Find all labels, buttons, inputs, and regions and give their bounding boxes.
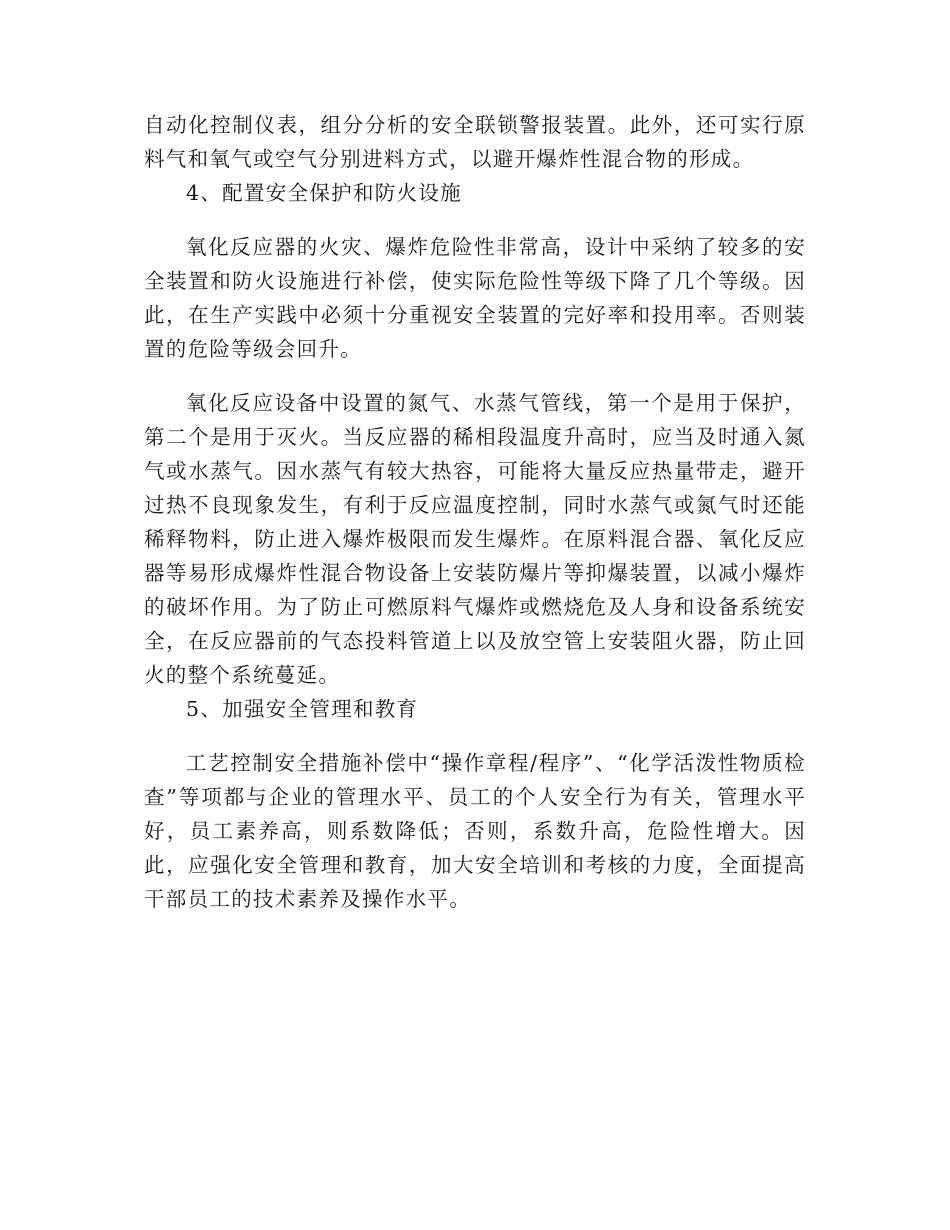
- paragraph-safety-management: 工艺控制安全措施补偿中“操作章程/程序”、“化学活泼性物质检查”等项都与企业的管理水平、员工的个人安全行为有关，管理水平好，员工素养高，则系数降低；否则，系数升高，危险性增大。因此，应强化安全管理和教育，加大安全培训和考核的力度，全面提高干部员工的技术素养及操作水平。: [144, 751, 806, 911]
- paragraph-nitrogen-steam-lines: 氧化反应设备中设置的氮气、水蒸气管线，第一个是用于保护，第二个是用于灭火。当反应器的稀相段温度升高时，应当及时通入氮气或水蒸气。因水蒸气有较大热容，可能将大量反应热量带走，避开过热不良现象发生，有利于反应温度控制，同时水蒸气或氮气时还能稀释物料，防止进入爆炸极限而发生爆炸。在原料混合器、氧化反应器等易形成爆炸性混合物设备上安装防爆片等抑爆装置，以减小爆炸的破坏作用。为了防止可燃原料气爆炸或燃烧危及人身和设备系统安全，在反应器前的气态投料管道上以及放空管上安装阻火器，防止回火的整个系统蔓延。: [144, 391, 806, 687]
- paragraph-continuation: 自动化控制仪表，组分分析的安全联锁警报装置。此外，还可实行原料气和氧气或空气分别进料方式，以避开爆炸性混合物的形成。: [144, 113, 806, 171]
- paragraph-oxidation-reactor-risk: 氧化反应器的火灾、爆炸危险性非常高，设计中采纳了较多的安全装置和防火设施进行补偿，使实际危险性等级下降了几个等级。因此，在生产实践中必须十分重视安全装置的完好率和投用率。否则装置的危险等级会回升。: [144, 235, 806, 361]
- section-heading-4: 4、配置安全保护和防火设施: [186, 181, 462, 205]
- section-heading-5: 5、加强安全管理和教育: [186, 697, 419, 721]
- document-body: [144, 108, 806, 916]
